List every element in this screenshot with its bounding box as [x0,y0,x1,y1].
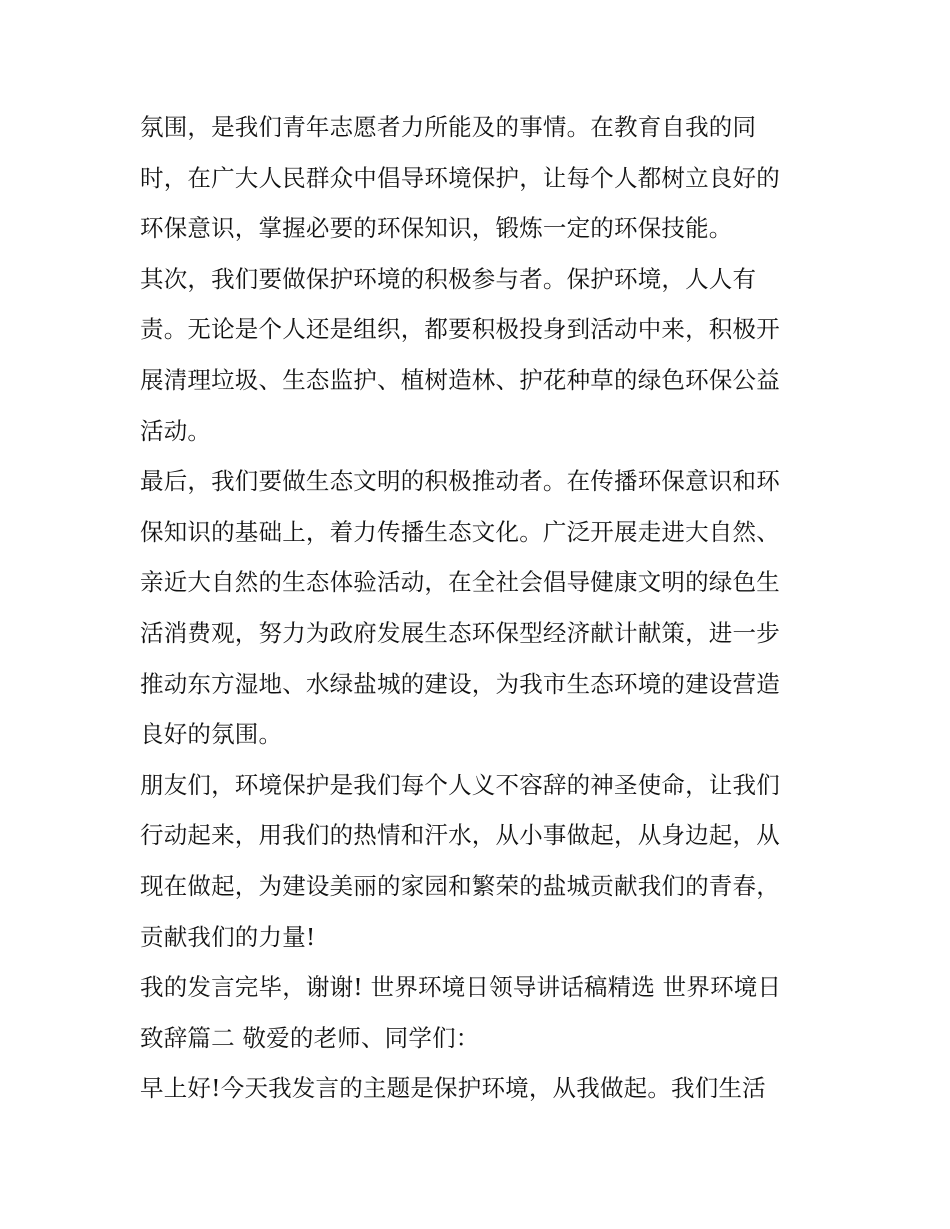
text-line: 氛围，是我们青年志愿者力所能及的事情。在教育自我的同 [140,113,757,141]
text-line: 活消费观，努力为政府发展生态环保型经济献计献策，进一步 [140,618,780,647]
text-line: 我的发言完毕，谢谢! 世界环境日领导讲话稿精选 世界环境日 [140,973,782,1002]
text-line: 推动东方湿地、水绿盐城的建设，为我市生态环境的建设营造 [140,669,780,698]
text-line: 最后，我们要做生态文明的积极推动者。在传播环保意识和环 [140,467,780,496]
text-line: 贡献我们的力量! [140,922,316,951]
text-line: 朋友们，环境保护是我们每个人义不容辞的神圣使命，让我们 [140,770,780,799]
text-line: 责。无论是个人还是组织，都要积极投身到活动中来，积极开 [140,315,780,344]
text-line: 早上好!今天我发言的主题是保护环境，从我做起。我们生活 [140,1074,766,1103]
text-line: 活动。 [140,416,212,445]
text-line: 展清理垃圾、生态监护、植树造林、护花种草的绿色环保公益 [140,365,780,394]
text-line: 良好的氛围。 [140,720,283,749]
text-line: 环保意识，掌握必要的环保知识，锻炼一定的环保技能。 [140,214,733,243]
text-line: 致辞篇二 敬爱的老师、同学们： [140,1023,480,1052]
text-line: 现在做起，为建设美丽的家园和繁荣的盐城贡献我们的青春， [140,871,780,900]
text-line: 亲近大自然的生态体验活动，在全社会倡导健康文明的绿色生 [140,568,780,597]
document-page [140,106,820,1118]
text-line: 保知识的基础上，着力传播生态文化。广泛开展走进大自然、 [140,517,780,546]
text-line: 时，在广大人民群众中倡导环境保护，让每个人都树立良好的 [140,163,780,192]
text-line: 其次，我们要做保护环境的积极参与者。保护环境，人人有 [140,264,757,293]
text-line: 行动起来，用我们的热情和汗水，从小事做起，从身边起，从 [140,821,780,850]
